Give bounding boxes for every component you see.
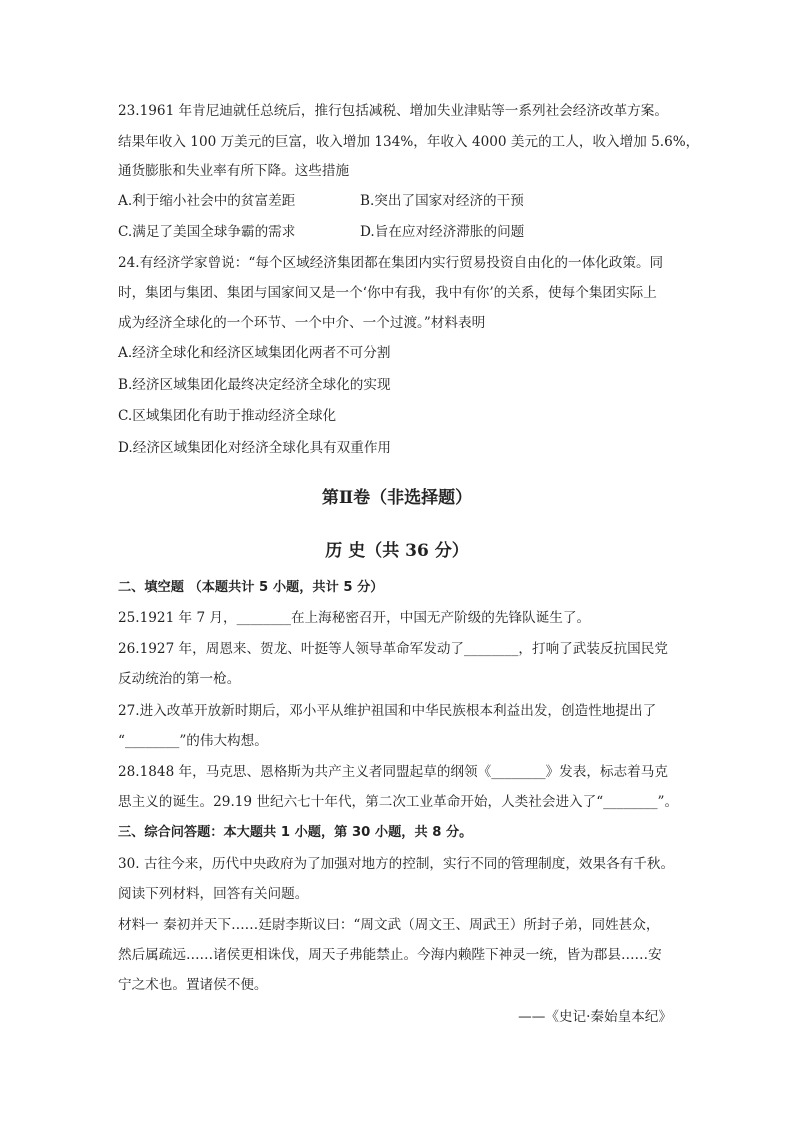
q23-option-b: B.突出了国家对经济的干预 bbox=[360, 193, 524, 209]
history-title: 历 史（共 36 分） bbox=[325, 541, 469, 561]
q30-material1-line3: 宁之术也。置诸侯不便。 bbox=[118, 977, 268, 993]
q23-stem-line3: 通货膨胀和失业率有所下降。这些措施 bbox=[118, 163, 350, 179]
q27-line2: “________”的伟大构想。 bbox=[118, 733, 268, 749]
q24-stem-line1: 24.有经济学家曾说：“每个区域经济集团都在集团内实行贸易投资自由化的一体化政策。同 bbox=[118, 255, 664, 271]
q25: 25.1921 年 7 月，________在上海秘密召开，中国无产阶级的先锋队诞生了。 bbox=[118, 610, 591, 626]
q30-line1: 30. 古往今来，历代中央政府为了加强对地方的控制，实行不同的管理制度，效果各有千秋。 bbox=[118, 856, 675, 872]
q24-option-d: D.经济区域集团化对经济全球化具有双重作用 bbox=[118, 440, 392, 456]
q28-line2: 思主义的诞生。29.19 世纪六七十年代，第二次工业革命开始，人类社会进入了“________”。 bbox=[118, 794, 679, 810]
q30-source-citation: ——《史记·秦始皇本纪》 bbox=[518, 1009, 672, 1025]
q24-stem-line3: 成为经济全球化的一个环节、一个中介、一个过渡。”材料表明 bbox=[118, 315, 486, 331]
q24-stem-line2: 时，集团与集团、集团与国家间又是一个‘你中有我，我中有你’的关系，使每个集团实际上 bbox=[118, 285, 657, 301]
q26-line2: 反动统治的第一枪。 bbox=[118, 671, 241, 687]
part2-title: 第Ⅱ卷（非选择题） bbox=[321, 488, 473, 508]
q24-option-c: C.区域集团化有助于推动经济全球化 bbox=[118, 408, 337, 424]
q24-option-b: B.经济区域集团化最终决定经济全球化的实现 bbox=[118, 377, 391, 393]
q23-stem-line2: 结果年收入 100 万美元的巨富，收入增加 134%，年收入 4000 美元的工人，收入增加 5.6%， bbox=[118, 134, 700, 150]
q30-line2: 阅读下列材料，回答有关问题。 bbox=[118, 886, 309, 902]
q27-line1: 27.进入改革开放新时期后，邓小平从维护祖国和中华民族根本利益出发，创造性地提出了 bbox=[118, 703, 657, 719]
q23-option-d: D.旨在应对经济滞胀的问题 bbox=[360, 224, 525, 240]
q23-option-c: C.满足了美国全球争霸的需求 bbox=[118, 224, 296, 240]
q23-option-a: A.利于缩小社会中的贫富差距 bbox=[118, 193, 296, 209]
q23-stem-line1: 23.1961 年肯尼迪就任总统后，推行包括减税、增加失业津贴等一系列社会经济改革方案。 bbox=[118, 103, 668, 119]
essay-section-heading: 三、综合问答题：本大题共 1 小题，第 30 小题，共 8 分。 bbox=[118, 825, 473, 840]
q30-material1-line1: 材料一 秦初并天下……廷尉李斯议曰：“周文武（周文王、周武王）所封子弟，同姓甚众， bbox=[118, 917, 660, 933]
q28-line1: 28.1848 年，马克思、恩格斯为共产主义者同盟起草的纲领《________》发表，标志着马克 bbox=[118, 764, 668, 780]
q26-line1: 26.1927 年，周恩来、贺龙、叶挺等人领导革命军发动了________，打响了武装反抗国民党 bbox=[118, 641, 668, 657]
fill-section-heading: 二、填空题 （本题共计 5 小题，共计 5 分） bbox=[118, 580, 384, 595]
q24-option-a: A.经济全球化和经济区域集团化两者不可分割 bbox=[118, 345, 391, 361]
q30-material1-line2: 然后属疏远……诸侯更相诛伐，周天子弗能禁止。今海内赖陛下神灵一统，皆为郡县……安 bbox=[118, 947, 662, 963]
